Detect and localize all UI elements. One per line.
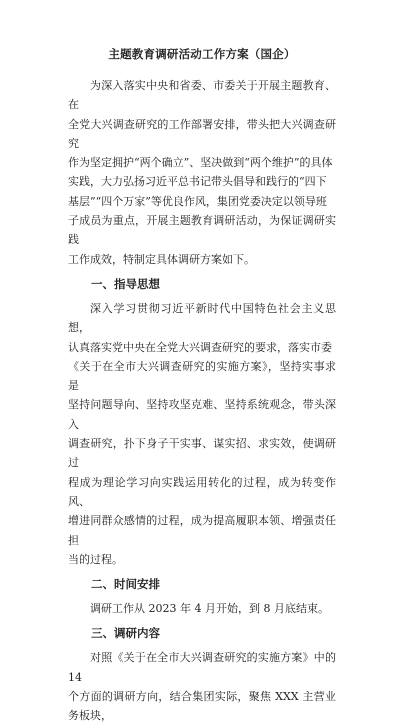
research-content-paragraph: 对照《关于在全市大兴调查研究的实施方案》中的 14 个方面的调研方向，结合集团实际，聚焦 XXX 主营业务板块，	[68, 651, 336, 723]
section-heading-schedule: 二、时间安排	[91, 577, 160, 592]
section-heading-guiding-ideology: 一、指导思想	[91, 276, 160, 291]
document-title: 主题教育调研活动工作方案（国企）	[108, 47, 296, 61]
guiding-ideology-paragraph: 深入学习贯彻习近平新时代中国特色社会主义思想， 认真落实党中央在全党大兴调查研究的要求，落实市委 《关于在全市大兴调查研究的实施方案》，坚持实事求是 坚持问题导向、坚持攻坚克难、坚持系统观念，带头深入 调查研究，扑下身子干实事、谋实招、求实效，使调研过 程成为理论学习向实践运用转化的过程，成为转变作风、 增进同群众感情的过程，成为提高履职本领、增强责任担 当的过程。	[68, 301, 336, 566]
intro-paragraph: 为深入落实中央和省委、市委关于开展主题教育、在 全党大兴调查研究的工作部署安排，带头把大兴调查研究 作为坚定拥护“两个确立”、坚决做到“两个维护”的具体 实践，大力弘扬习近平总书记带头倡导和践行的“四下 基层”“四个万家”等优良作风，集团党委决定以领导班 子成员为重点，开展主题教育调研活动，为保证调研实践 工作成效，特制定具体调研方案如下。	[68, 79, 336, 266]
schedule-paragraph: 调研工作从 2023 年 4 月开始，到 8 月底结束。	[90, 602, 329, 616]
section-heading-research-content: 三、调研内容	[91, 626, 160, 641]
